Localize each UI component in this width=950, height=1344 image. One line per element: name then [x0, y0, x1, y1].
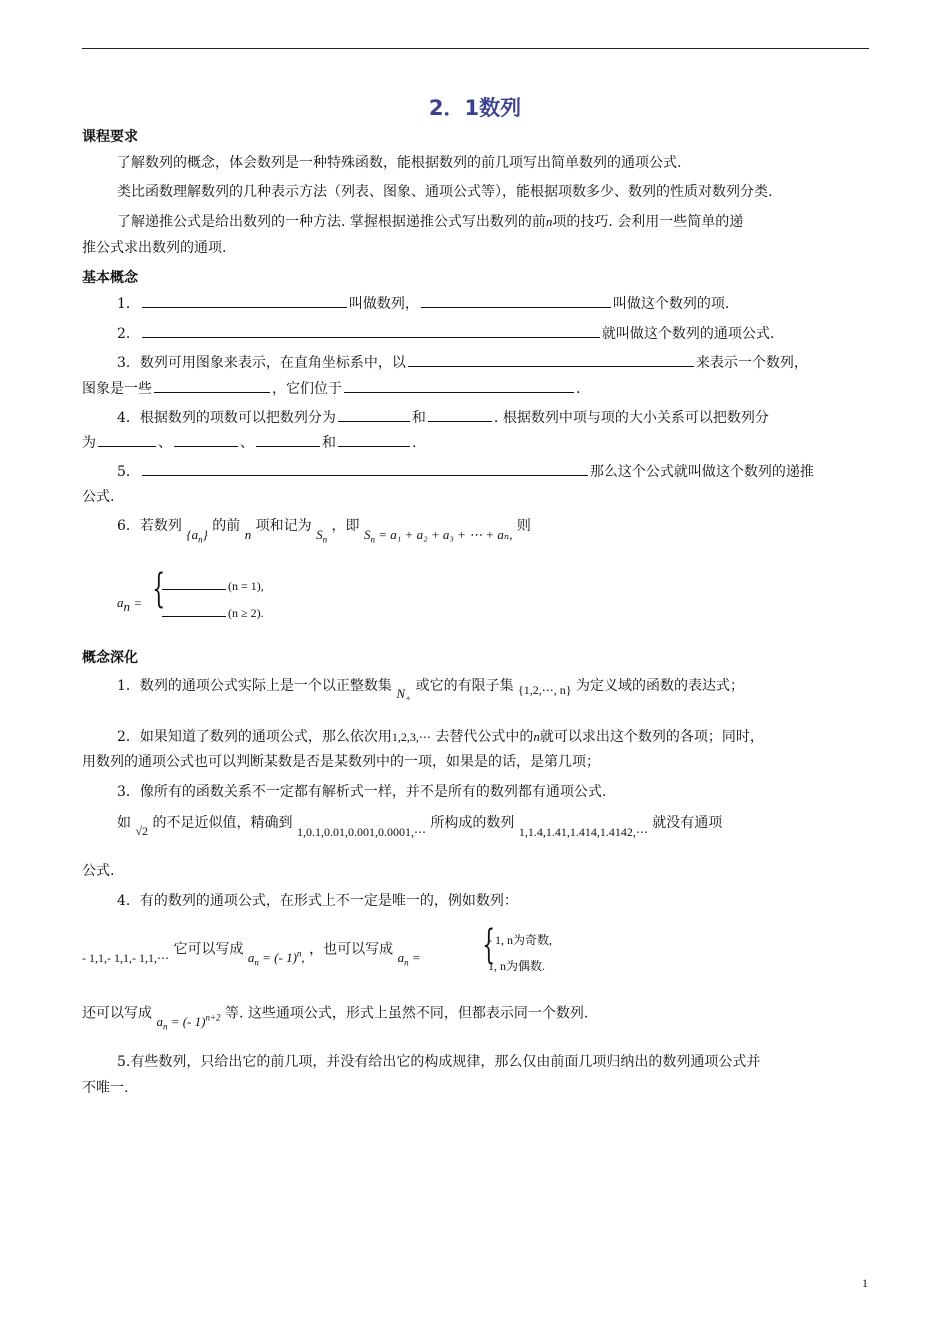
basic-item-5: 5． 那么这个公式就叫做这个数列的递推	[117, 459, 814, 485]
deep-item-4: 4．有的数列的通项公式，在形式上不一定是唯一的，例如数列：	[117, 893, 518, 909]
deep-item-4-cont: 还可以写成 $a_n$ = (- 1)$^{n+2}$ 等. 这些通项公式，形式上虽然不同，但都表示同一个数列.	[82, 1005, 589, 1032]
fill-blank	[162, 574, 226, 590]
piecewise-case-1: (n = 1),	[160, 573, 264, 599]
requirement-line-4: 推公式求出数列的通项.	[82, 240, 227, 256]
brace: {	[152, 566, 166, 612]
fill-blank	[408, 351, 694, 367]
fill-blank	[98, 431, 156, 447]
deep-item-5: 5.有些数列，只给出它的前几项，并没有给出它的构成规律，那么仅由前面几项归纳出的数列通项公式并	[117, 1054, 761, 1070]
fill-blank	[174, 431, 238, 447]
basic-item-3-cont: 图象是一些 ，它们位于 .	[82, 376, 580, 402]
deep-item-3-cont: 公式.	[82, 863, 115, 879]
section-heading-deep: 概念深化	[82, 650, 138, 666]
basic-item-2: 2． 就叫做这个数列的通项公式.	[117, 321, 774, 347]
basic-item-4: 4．根据数列的项数可以把数列分为 和 . 根据数列中项与项的大小关系可以把数列分	[117, 405, 769, 431]
brace: {	[482, 922, 496, 968]
requirement-line-3: 了解递推公式是给出数列的一种方法. 掌握根据递推公式写出数列的前n项的技巧. 会利用一些简单的递	[117, 214, 744, 230]
page-number: 1	[862, 1276, 868, 1290]
parity-case-1: - 1, n为奇数,	[488, 933, 552, 947]
fill-blank	[162, 601, 226, 617]
fill-blank	[256, 431, 320, 447]
basic-item-6: 6．若数列 $\{a_n\}$ 的前 n 项和记为 $S_n$ ，即 $S_n = a_1 + a_2 + a_3$ + ⋯ + aₙ, 则	[117, 518, 531, 545]
fill-blank	[142, 292, 347, 308]
header-rule	[82, 48, 869, 49]
fill-blank	[338, 431, 410, 447]
deep-item-1: 1．数列的通项公式实际上是一个以正整数集 $N_+$ 或它的有限子集 {1,2,⋯, n} 为定义域的函数的表达式；	[117, 678, 745, 704]
deep-item-2: 2．如果知道了数列的通项公式，那么依次用1,2,3,⋯ 去替代公式中的n就可以求出这个数列的各项；同时，	[117, 729, 764, 745]
deep-item-4-forms: - 1,1,- 1,1,- 1,1,⋯ 它可以写成 $a_n$ = (- 1)$^n$, ，也可以写成 $a_n$ =	[82, 941, 421, 968]
basic-item-1: 1． 叫做数列， 叫做这个数列的项.	[117, 291, 729, 317]
deep-item-2-cont: 用数列的通项公式也可以判断某数是否是某数列中的一项，如果是的话，是第几项；	[82, 754, 600, 770]
basic-item-5-cont: 公式.	[82, 489, 115, 505]
fill-blank	[142, 322, 600, 338]
deep-item-3-example: 如 √2 的不足近似值，精确到 1,0.1,0.01,0.001,0.0001,⋯ 所构成的数列 1,1.4,1.41,1.414,1.4142,⋯ 就没有通项	[117, 815, 723, 839]
basic-item-3: 3．数列可用图象来表示，在直角坐标系中，以 来表示一个数列，	[117, 350, 808, 376]
deep-item-5-cont: 不唯一.	[82, 1080, 129, 1096]
page-title: 2．1数列	[428, 96, 522, 120]
fill-blank	[421, 292, 611, 308]
fill-blank	[344, 377, 574, 393]
piecewise-case-2: (n ≥ 2).	[160, 600, 264, 626]
deep-item-3: 3．像所有的函数关系不一定都有解析式一样，并不是所有的数列都有通项公式.	[117, 784, 607, 800]
fill-blank	[142, 460, 588, 476]
section-heading-requirements: 课程要求	[82, 129, 138, 145]
requirement-line-2: 类比函数理解数列的几种表示方法（列表、图象、通项公式等），能根据项数多少、数列的性质对数列分类.	[117, 184, 773, 200]
fill-blank	[338, 406, 410, 422]
parity-case-2: 1, n为偶数.	[488, 959, 546, 973]
fill-blank	[154, 377, 270, 393]
section-heading-basic: 基本概念	[82, 270, 138, 286]
requirement-line-1: 了解数列的概念，体会数列是一种特殊函数，能根据数列的前几项写出简单数列的通项公式.	[117, 155, 682, 171]
basic-item-4-cont: 为 、 、 和 .	[82, 430, 416, 456]
piecewise-lhs: $a_n$ =	[117, 595, 142, 614]
fill-blank	[428, 406, 492, 422]
